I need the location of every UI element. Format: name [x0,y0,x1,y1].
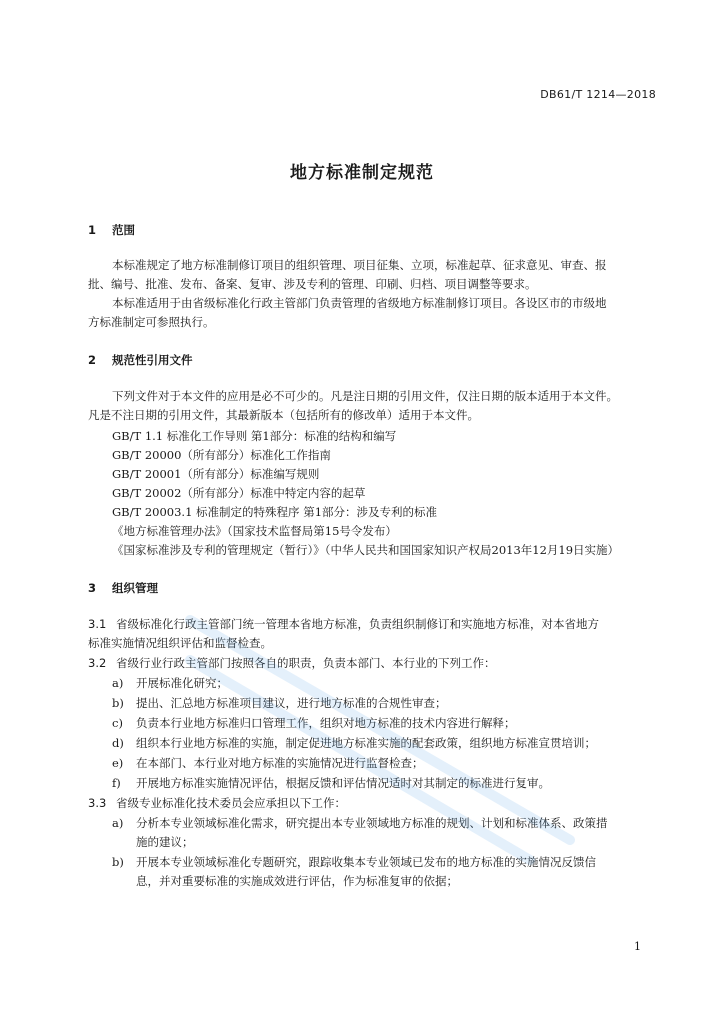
reference-item: GB/T 20003.1 标准制定的特殊程序 第1部分：涉及专利的标准 [112,505,438,519]
document-title: 地方标准制定规范 [290,163,434,183]
paragraph-line: 凡是不注日期的引用文件，其最新版本（包括所有的修改单）适用于本文件。 [88,408,479,422]
watermark-stroke [190,660,530,860]
clause-text: 省级标准化行政主管部门统一管理本省地方标准，负责组织制修订和实施地方标准，对本省地方 [116,617,599,631]
reference-item: 《国家标准涉及专利的管理规定（暂行）》（中华人民共和国国家知识产权局2013年12月19日实施） [112,543,620,557]
section-title: 范围 [112,223,136,237]
clause-number: 3.3 [88,796,107,810]
reference-item: GB/T 20001（所有部分）标准编写规则 [112,467,320,481]
item-text: 开展地方标准实施情况评估，根据反馈和评估情况适时对其制定的标准进行复审。 [136,776,550,790]
section-title: 规范性引用文件 [112,353,193,367]
clause-text: 省级专业标准化技术委员会应承担以下工作： [116,796,346,810]
item-label: e) [112,756,124,770]
section-number: 1 [88,223,97,237]
item-text: 开展标准化研究； [136,676,228,690]
clause-text: 省级行业行政主管部门按照各自的职责，负责本部门、本行业的下列工作： [116,656,496,670]
item-text: 负责本行业地方标准归口管理工作，组织对地方标准的技术内容进行解释； [136,716,516,730]
section-number: 3 [88,581,97,595]
paragraph-line: 标准实施情况组织评估和监督检查。 [88,636,272,650]
item-text: 开展本专业领域标准化专题研究，跟踪收集本专业领域已发布的地方标准的实施情况反馈信 [136,855,596,869]
section-3-heading [88,580,158,596]
clause-number: 3.2 [88,656,107,670]
item-label: a) [112,816,124,830]
section-1-heading [88,222,135,238]
paragraph-line: 本标准规定了地方标准制修订项目的组织管理、项目征集、立项，标准起草、征求意见、审查、报 [112,258,607,272]
item-text: 在本部门、本行业对地方标准的实施情况进行监督检查； [136,756,424,770]
item-continuation: 施的建议； [136,835,194,849]
watermark-stroke [190,620,570,840]
reference-item: GB/T 20002（所有部分）标准中特定内容的起草 [112,486,366,500]
item-label: b) [112,696,124,710]
item-label: c) [112,716,123,730]
page-number: 1 [634,940,641,953]
reference-item: GB/T 1.1 标准化工作导则 第1部分：标准的结构和编写 [112,429,397,443]
reference-item: 《地方标准管理办法》（国家技术监督局第15号令发布） [112,524,397,538]
paragraph-line: 本标准适用于由省级标准化行政主管部门负责管理的省级地方标准制修订项目。各设区市的市级地 [112,296,607,310]
item-label: d) [112,736,124,750]
clause-number: 3.1 [88,617,107,631]
item-text: 组织本行业地方标准的实施，制定促进地方标准实施的配套政策，组织地方标准宣贯培训； [136,736,596,750]
item-label: f) [112,776,121,790]
standard-number: DB61/T 1214—2018 [540,88,656,101]
item-label: b) [112,855,124,869]
watermark [170,600,610,900]
section-number: 2 [88,353,97,367]
section-title: 组织管理 [112,581,159,595]
item-continuation: 息，并对重要标准的实施成效进行评估，作为标准复审的依据； [136,874,458,888]
item-text: 分析本专业领域标准化需求，研究提出本专业领域地方标准的规划、计划和标准体系、政策措 [136,816,608,830]
paragraph-line: 批、编号、批准、发布、备案、复审、涉及专利的管理、印刷、归档、项目调整等要求。 [88,277,537,291]
reference-item: GB/T 20000（所有部分）标准化工作指南 [112,448,331,462]
section-2-heading [88,352,193,368]
paragraph-line: 下列文件对于本文件的应用是必不可少的。凡是注日期的引用文件，仅注日期的版本适用于本文件。 [112,389,618,403]
item-label: a) [112,676,124,690]
item-text: 提出、汇总地方标准项目建议，进行地方标准的合规性审查； [136,696,447,710]
paragraph-line: 方标准制定可参照执行。 [88,315,215,329]
